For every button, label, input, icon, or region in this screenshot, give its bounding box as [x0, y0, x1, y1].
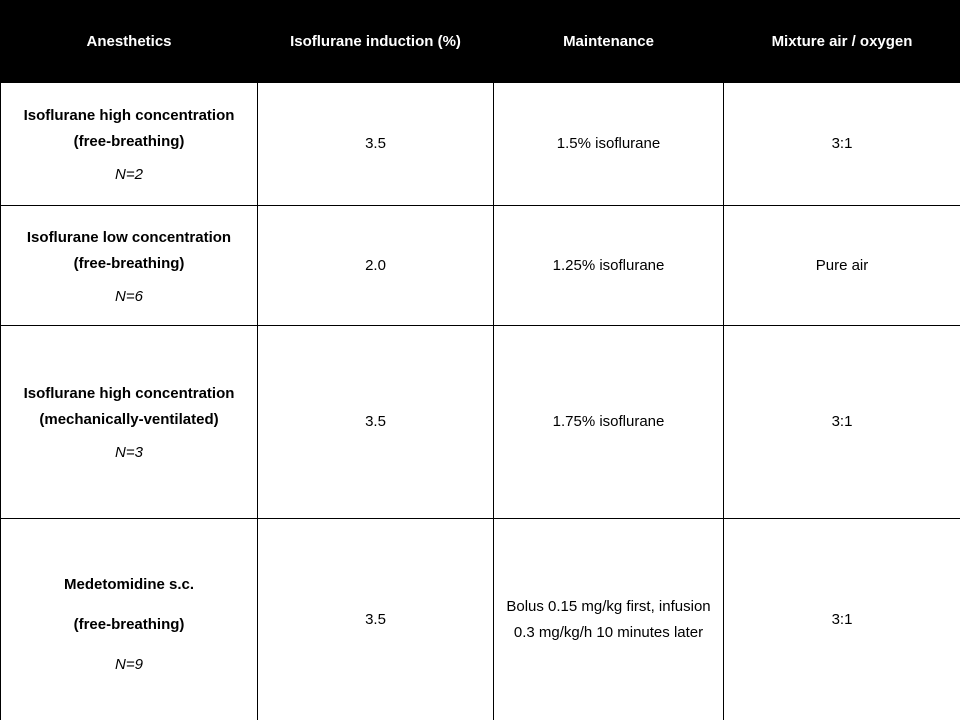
header-row — [1, 1, 960, 83]
anesthetic-name-line: (free-breathing) — [73, 616, 185, 633]
table-row — [1, 326, 960, 519]
anesthetic-name-line: Isoflurane high concentration — [23, 107, 235, 124]
table-row — [1, 519, 960, 720]
maintenance-cell: 1.75% isoflurane — [494, 326, 724, 519]
anesthetic-name-line: (free-breathing) — [73, 254, 185, 272]
mixture-cell: 3:1 — [724, 326, 960, 519]
induction-cell: 3.5 — [258, 83, 494, 206]
anesthetic-name-line: Medetomidine s.c. — [63, 576, 195, 593]
group-size: N=6 — [115, 287, 143, 305]
maintenance-cell: 1.25% isoflurane — [494, 206, 724, 326]
anesthetic-name-line: (free-breathing) — [73, 133, 185, 150]
mixture-cell: 3:1 — [724, 83, 960, 206]
header-mixture: Mixture air / oxygen — [724, 1, 960, 83]
group-size: N=2 — [115, 166, 143, 183]
table-row — [1, 83, 960, 206]
mixture-cell: Pure air — [724, 206, 960, 326]
group-size: N=9 — [115, 656, 143, 673]
anesthetic-cell — [1, 326, 258, 519]
header-anesthetics: Anesthetics — [1, 1, 258, 83]
anesthetic-name-line: (mechanically-ventilated) — [39, 411, 219, 428]
anesthetic-name-line: Isoflurane high concentration — [23, 385, 235, 402]
induction-cell: 2.0 — [258, 206, 494, 326]
group-size: N=3 — [115, 444, 143, 461]
anesthetic-cell — [1, 83, 258, 206]
induction-cell: 3.5 — [258, 326, 494, 519]
header-isoflurane-induction: Isoflurane induction (%) — [258, 1, 494, 83]
mixture-cell: 3:1 — [724, 519, 960, 720]
anesthetic-cell — [1, 206, 258, 326]
table-row — [1, 206, 960, 326]
induction-cell: 3.5 — [258, 519, 494, 720]
maintenance-cell: Bolus 0.15 mg/kg first, infusion 0.3 mg/kg/h 10 minutes later — [494, 519, 724, 720]
header-maintenance: Maintenance — [494, 1, 724, 83]
anesthetic-name-line: Isoflurane low concentration — [26, 228, 232, 246]
anesthetic-cell — [1, 519, 258, 720]
maintenance-cell: 1.5% isoflurane — [494, 83, 724, 206]
